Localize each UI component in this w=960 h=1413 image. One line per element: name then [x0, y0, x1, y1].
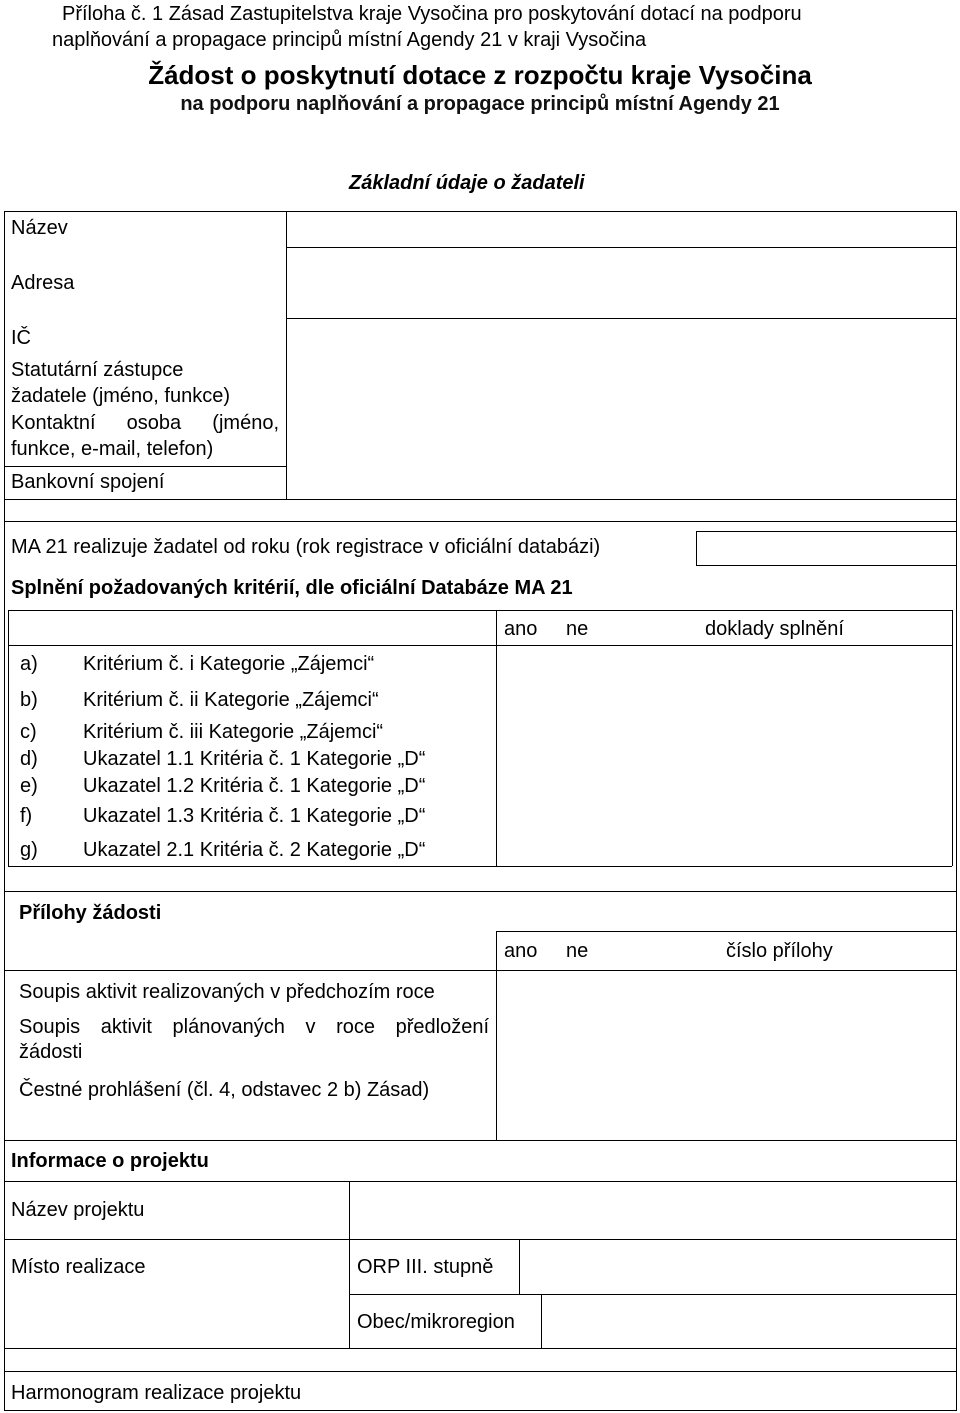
project-municipality-label: Obec/mikroregion	[357, 1311, 515, 1333]
attachments-col-number: číslo přílohy	[726, 940, 833, 962]
ma21-year-label: MA 21 realizuje žadatel od roku (rok registrace v oficiální databázi)	[11, 536, 601, 558]
applicant-label-contact-line-1: Kontaktní osoba (jméno,	[11, 412, 279, 434]
attachment-item: Čestné prohlášení (čl. 4, odstavec 2 b) Zásad)	[19, 1079, 430, 1101]
criteria-col-yes: ano	[504, 618, 538, 640]
project-orp-field[interactable]	[521, 1240, 955, 1293]
attachment-item: Soupis aktivit realizovaných v předchozím roce	[19, 981, 435, 1003]
criterion-letter: d)	[20, 748, 38, 770]
criterion-text: Kritérium č. i Kategorie „Zájemci“	[83, 653, 375, 675]
applicant-label-ico: IČ	[11, 327, 31, 349]
attachments-col-yes: ano	[504, 940, 538, 962]
applicant-address-field[interactable]	[287, 248, 956, 318]
criterion-letter: c)	[20, 721, 37, 743]
attachments-col-no: ne	[566, 940, 589, 962]
attachments-heading: Přílohy žádosti	[19, 902, 162, 924]
criterion-text: Ukazatel 1.2 Kritéria č. 1 Kategorie „D“	[83, 775, 426, 797]
spacer-row-1	[4, 500, 957, 522]
attachment-item	[19, 1016, 489, 1039]
attachment-item-line-2: žádosti	[19, 1041, 83, 1063]
project-orp-label: ORP III. stupně	[357, 1256, 494, 1278]
applicant-label-statutory: Statutární zástupce	[11, 359, 184, 381]
header-line-1: Příloha č. 1 Zásad Zastupitelstva kraje Vysočina pro poskytování dotací na podporu	[62, 3, 802, 25]
applicant-label-name: Název	[11, 217, 68, 239]
criterion-letter: e)	[20, 775, 38, 797]
applicant-label-contact-2: funkce, e-mail, telefon)	[11, 438, 214, 460]
applicant-name-field[interactable]	[287, 212, 956, 247]
project-schedule-label: Harmonogram realizace projektu	[11, 1382, 302, 1404]
page-subtitle: na podporu naplňování a propagace principů místní Agendy 21	[180, 93, 780, 115]
criterion-letter: f)	[20, 805, 33, 827]
project-heading: Informace o projektu	[11, 1150, 209, 1172]
criterion-letter: a)	[20, 653, 38, 675]
project-name-label: Název projektu	[11, 1199, 145, 1221]
criteria-heading: Splnění požadovaných kritérií, dle oficiální Databáze MA 21	[11, 577, 573, 599]
ma21-year-field[interactable]	[698, 532, 955, 565]
criterion-letter: b)	[20, 689, 38, 711]
spacer-row-2	[4, 867, 957, 892]
criterion-text: Kritérium č. ii Kategorie „Zájemci“	[83, 689, 379, 711]
criteria-answers-field[interactable]	[498, 646, 955, 866]
applicant-label-bank: Bankovní spojení	[11, 471, 165, 493]
criterion-text: Kritérium č. iii Kategorie „Zájemci“	[83, 721, 384, 743]
criteria-col-no: ne	[566, 618, 589, 640]
criteria-col-docs: doklady splnění	[705, 618, 844, 640]
criterion-text: Ukazatel 2.1 Kritéria č. 2 Kategorie „D“	[83, 839, 426, 861]
criterion-text: Ukazatel 1.1 Kritéria č. 1 Kategorie „D“	[83, 748, 426, 770]
page-title: Žádost o poskytnutí dotace z rozpočtu kraje Vysočina	[148, 60, 812, 90]
header-line-2: naplňování a propagace principů místní Agendy 21 v kraji Vysočina	[52, 29, 647, 51]
project-place-label: Místo realizace	[11, 1256, 146, 1278]
criterion-letter: g)	[20, 839, 38, 861]
criterion-text: Ukazatel 1.3 Kritéria č. 1 Kategorie „D“	[83, 805, 426, 827]
project-name-field[interactable]	[350, 1182, 955, 1238]
attachments-answers-field[interactable]	[498, 972, 955, 1140]
applicant-heading: Základní údaje o žadateli	[349, 172, 585, 194]
applicant-label-statutory-2: žadatele (jméno, funkce)	[11, 385, 231, 407]
applicant-details-field[interactable]	[287, 319, 956, 499]
attachment-item-line-1: Soupis aktivit plánovaných v roce předložení	[19, 1016, 489, 1038]
applicant-label-address: Adresa	[11, 272, 75, 294]
project-municipality-field[interactable]	[543, 1295, 955, 1347]
applicant-label-contact	[11, 412, 279, 435]
